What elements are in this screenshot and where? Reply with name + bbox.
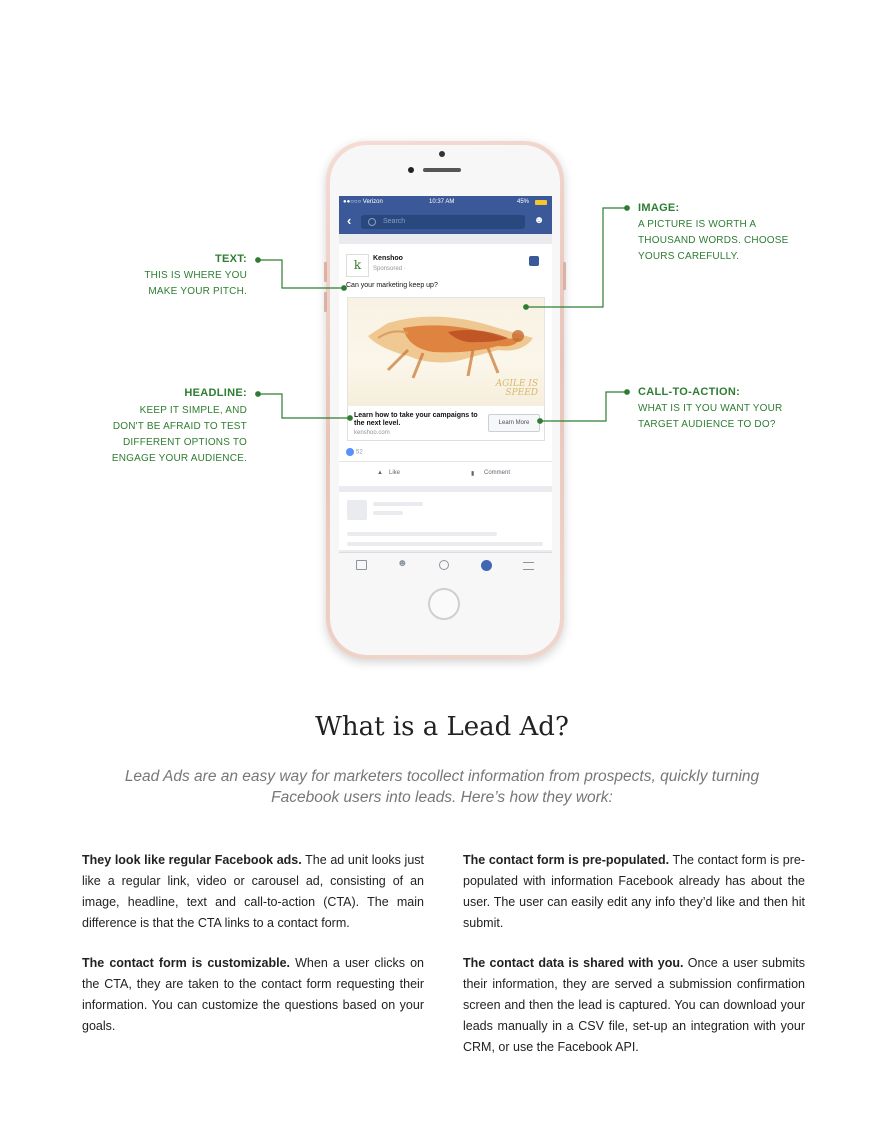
search-input — [361, 215, 525, 229]
placeholder-line — [373, 511, 403, 515]
placeholder-line — [347, 542, 543, 546]
bottom-tab-bar — [339, 552, 552, 578]
paragraph-body: The ad unit looks just like a regular link, video or carousel ad, consisting of an image, headline, text and call-to-action (CTA). The main difference is that the CTA links to a contact form. — [82, 853, 425, 930]
power-button — [563, 262, 566, 290]
text-callout-body — [90, 268, 247, 300]
like-reaction-icon — [346, 448, 354, 456]
ad-image — [347, 297, 545, 407]
back-arrow-icon: ‹ — [347, 213, 352, 228]
section-intro: Lead Ads are an easy way for marketers tocollect information from prospects, quickly turning Facebook users into leads. Here’s how they work: — [124, 768, 760, 806]
paragraph-body: When a user clicks on the CTA, they are taken to the contact form requesting their information. You can customize the questions based on your goals. — [82, 956, 424, 1033]
kenshoo-logo: k — [346, 254, 369, 277]
post-author: Kenshoo — [373, 255, 403, 262]
volume-button — [324, 262, 327, 282]
sensor-icon — [408, 167, 414, 173]
carrier-label: ●●○○○ Verizon — [343, 199, 383, 205]
paragraph-body: The contact form is pre-populated with information Facebook already has about the user. The user can easily edit any info they’d like and then hit submit. — [463, 853, 805, 930]
headline-callout-line: ENGAGE YOUR AUDIENCE. — [111, 453, 247, 464]
battery-label: 45% — [517, 199, 530, 205]
reaction-summary — [346, 448, 363, 456]
friend-requests-icon: ☻ — [533, 215, 545, 226]
headline-callout-body — [70, 403, 247, 467]
paragraph-customizable — [82, 953, 424, 1037]
facebook-header — [339, 210, 552, 234]
cta-callout-body — [638, 401, 838, 433]
ad-domain: kenshoo.com — [354, 430, 390, 436]
text-callout-title: TEXT: — [214, 253, 247, 265]
messenger-icon[interactable] — [439, 560, 449, 570]
like-button[interactable]: Like — [389, 470, 401, 476]
like-thumb-icon: ▲ — [377, 470, 383, 476]
headline-callout-line: KEEP IT SIMPLE, AND — [139, 405, 247, 416]
headline-callout-line: DIFFERENT OPTIONS TO — [122, 437, 247, 448]
placeholder-line — [347, 532, 497, 536]
post-text: Can your marketing keep up? — [346, 282, 438, 289]
tagline-line-2: SPEED — [505, 388, 538, 398]
image-callout-title: IMAGE: — [638, 202, 680, 214]
cta-callout-title: CALL-TO-ACTION: — [638, 386, 741, 398]
paragraph-body: Once a user submits their information, they are served a submission confirmation screen and then the lead is captured. You can download your leads manually in a CSV file, set-up an integration with your CRM, or use the Facebook API. — [463, 956, 805, 1054]
ad-link-box — [347, 406, 545, 441]
placeholder-line — [373, 502, 423, 506]
ad-headline: Learn how to take your campaigns to the next level. — [354, 412, 478, 427]
headline-callout-line: DON'T BE AFRAID TO TEST — [112, 421, 247, 432]
like-page-icon — [529, 256, 539, 266]
headline-callout-title: HEADLINE: — [184, 387, 247, 399]
paragraph-regular-ads — [82, 850, 424, 934]
image-callout-line: A PICTURE IS WORTH A — [638, 219, 757, 230]
cta-callout-line: TARGET AUDIENCE TO DO? — [638, 419, 776, 430]
friends-icon[interactable]: ☻ — [397, 558, 408, 569]
paragraph-lead: The contact data is shared with you. — [463, 956, 684, 970]
news-feed-icon[interactable] — [356, 560, 367, 570]
paragraph-data-shared — [463, 953, 805, 1058]
paragraph-pre-populated — [463, 850, 805, 934]
volume-button — [324, 292, 327, 312]
menu-icon[interactable] — [523, 562, 534, 570]
placeholder-post — [339, 492, 552, 550]
battery-icon — [535, 200, 547, 205]
sponsored-post — [339, 244, 552, 486]
globe-icon[interactable] — [481, 560, 492, 571]
reaction-count: 52 — [356, 449, 363, 456]
speaker-grille — [423, 168, 461, 172]
comment-bubble-icon: ▮ — [471, 471, 475, 477]
home-button — [428, 588, 460, 620]
sponsored-label: Sponsored · — [373, 266, 406, 272]
post-actions — [339, 461, 552, 486]
clock-label: 10:37 AM — [429, 199, 455, 205]
cta-callout-line: WHAT IS IT YOU WANT YOUR — [638, 403, 783, 414]
image-callout-line: THOUSAND WORDS. CHOOSE — [638, 235, 789, 246]
text-callout-line: MAKE YOUR PITCH. — [148, 286, 247, 297]
search-icon — [368, 218, 376, 226]
placeholder-avatar — [347, 500, 367, 520]
text-callout-line: THIS IS WHERE YOU — [144, 270, 247, 281]
phone-screen — [339, 196, 552, 578]
ad-image-tagline — [496, 380, 538, 398]
paragraph-lead: The contact form is customizable. — [82, 956, 291, 970]
section-title: What is a Lead Ad? — [315, 712, 569, 742]
image-callout-line: YOURS CAREFULLY. — [638, 251, 740, 262]
learn-more-button[interactable]: Learn More — [488, 414, 540, 432]
paragraph-lead: They look like regular Facebook ads. — [82, 853, 302, 867]
image-callout-body — [638, 217, 838, 265]
search-placeholder: Search — [383, 218, 406, 225]
tagline-line-1: AGILE IS — [495, 379, 538, 389]
camera-icon — [439, 151, 445, 157]
comment-button[interactable]: Comment — [484, 470, 511, 476]
paragraph-lead: The contact form is pre-populated. — [463, 853, 670, 867]
status-bar — [339, 196, 552, 210]
